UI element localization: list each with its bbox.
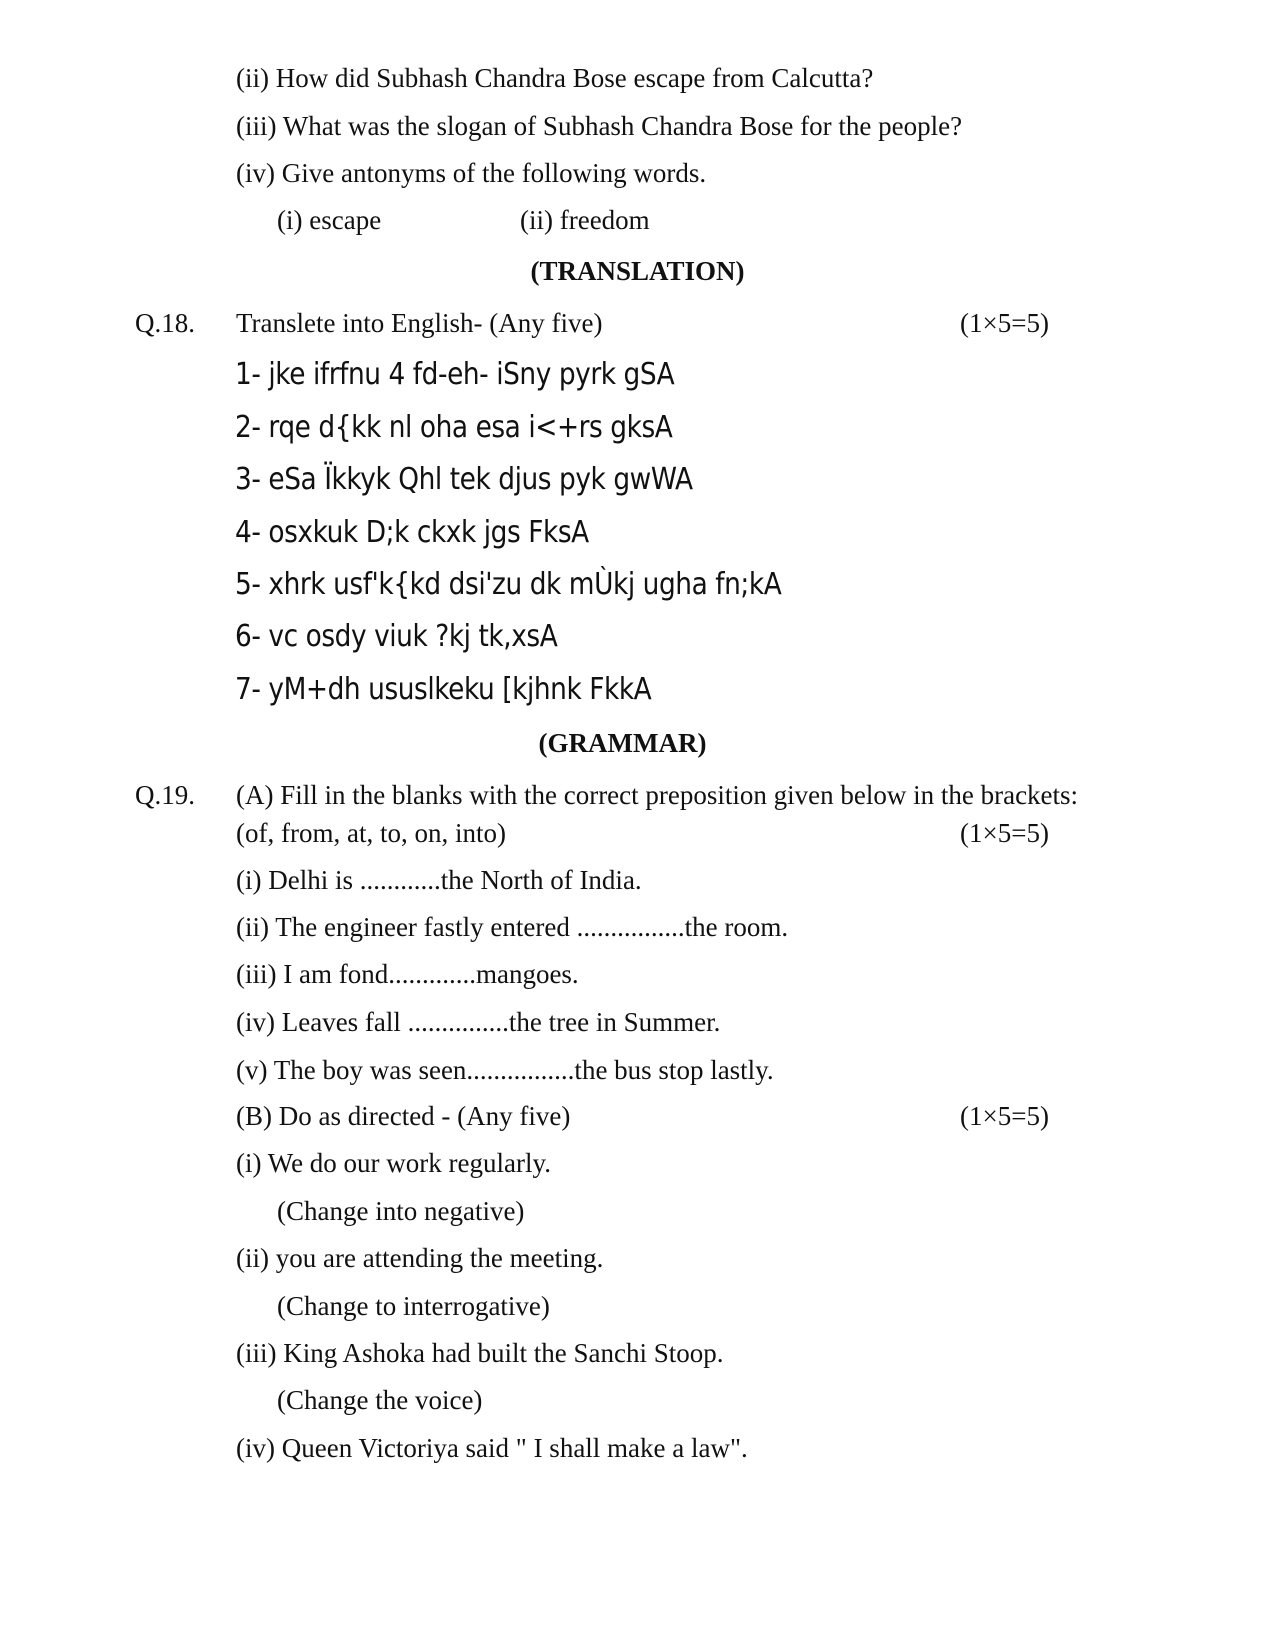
hindi-sentence-7: 7- yM+dh ususlkeku [kjhnk FkkA (235, 672, 652, 707)
hindi-sentence-4: 4- osxkuk D;k ckxk jgs FksA (235, 515, 589, 550)
direction-3: (Change the voice) (277, 1385, 483, 1415)
antonym-word-2: (ii) freedom (520, 205, 650, 235)
q17-subquestion-iii: (iii) What was the slogan of Subhash Chandra Bose for the people? (236, 111, 963, 141)
q19a-options: (of, from, at, to, on, into) (236, 818, 506, 848)
blank-item-5: (v) The boy was seen................the bus stop lastly. (236, 1055, 774, 1085)
q19b-marks: (1×5=5) (960, 1101, 1049, 1131)
q17-subquestion-iv: (iv) Give antonyms of the following words. (236, 158, 707, 188)
directed-sentence-1: (i) We do our work regularly. (236, 1148, 551, 1178)
hindi-sentence-5: 5- xhrk usf'k{kd dsi'zu dk mÙkj ugha fn;kA (235, 567, 782, 602)
blank-item-2: (ii) The engineer fastly entered ................the room. (236, 912, 789, 942)
blank-item-4: (iv) Leaves fall ...............the tree in Summer. (236, 1007, 721, 1037)
grammar-heading: (GRAMMAR) (538, 728, 707, 758)
directed-sentence-2: (ii) you are attending the meeting. (236, 1243, 604, 1273)
q19a-marks: (1×5=5) (960, 818, 1049, 848)
directed-sentence-4: (iv) Queen Victoriya said " I shall make a law". (236, 1433, 748, 1463)
blank-item-1: (i) Delhi is ............the North of India. (236, 865, 642, 895)
blank-item-3: (iii) I am fond.............mangoes. (236, 959, 579, 989)
translation-heading: (TRANSLATION) (530, 256, 745, 286)
direction-1: (Change into negative) (277, 1196, 525, 1226)
directed-sentence-3: (iii) King Ashoka had built the Sanchi Stoop. (236, 1338, 724, 1368)
q19b-instruction: (B) Do as directed - (Any five) (236, 1101, 571, 1131)
hindi-sentence-3: 3- eSa Ïkkyk Qhl tek djus pyk gwWA (235, 462, 693, 497)
antonym-word-1: (i) escape (277, 205, 382, 235)
q18-instruction: Translete into English- (Any five) (236, 308, 603, 338)
q19-number: Q.19. (135, 780, 195, 810)
direction-2: (Change to interrogative) (277, 1291, 550, 1321)
hindi-sentence-1: 1- jke ifrfnu 4 fd-eh- iSny pyrk gSA (235, 357, 675, 392)
q17-subquestion-ii: (ii) How did Subhash Chandra Bose escape from Calcutta? (236, 63, 874, 93)
hindi-sentence-6: 6- vc osdy viuk ?kj tk,xsA (235, 619, 558, 654)
q18-number: Q.18. (135, 308, 195, 338)
q18-marks: (1×5=5) (960, 308, 1049, 338)
hindi-sentence-2: 2- rqe d{kk nl oha esa i<+rs gksA (235, 410, 673, 445)
q19a-instruction: (A) Fill in the blanks with the correct preposition given below in the brackets: (236, 780, 1079, 810)
